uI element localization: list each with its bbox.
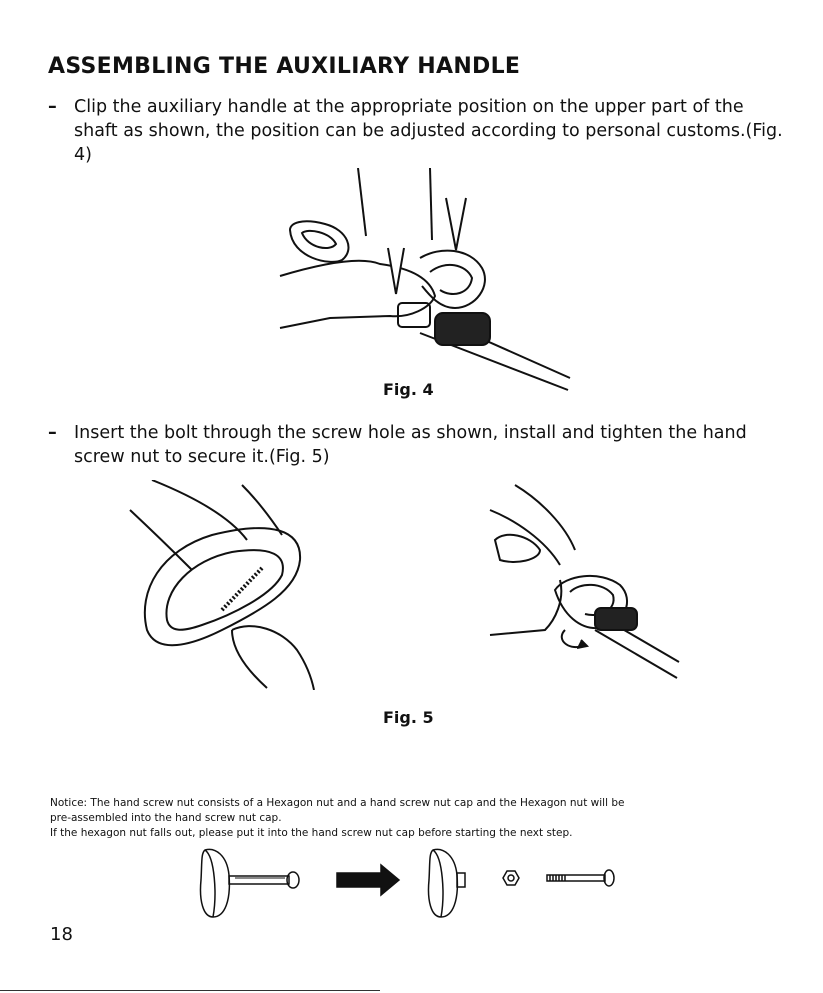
step-1-text: Clip the auxiliary handle at the appropriate position on the upper part of the shaft as shown, the position can be adjusted according to personal customs.(Fig. 4) bbox=[74, 97, 783, 165]
fig5-caption: Fig. 5 bbox=[383, 708, 434, 727]
notice-line-2: pre-assembled into the hand screw nut cap. bbox=[50, 812, 282, 824]
fig5-right-illustration bbox=[485, 480, 680, 680]
fig4-caption: Fig. 4 bbox=[383, 380, 434, 399]
fig4-illustration bbox=[270, 168, 580, 393]
step-1 bbox=[48, 95, 788, 167]
bottom-rule bbox=[0, 990, 380, 991]
page-number: 18 bbox=[50, 924, 73, 945]
notice-line-1: Notice: The hand screw nut consists of a Hexagon nut and a hand screw nut cap and the Hexagon nut will be bbox=[50, 797, 625, 809]
step-1-dash: – bbox=[48, 97, 57, 117]
step-2-dash: – bbox=[48, 423, 57, 443]
page-title: ASSEMBLING THE AUXILIARY HANDLE bbox=[48, 54, 521, 79]
fig5-left-illustration bbox=[122, 480, 322, 690]
notice-line-3: If the hexagon nut falls out, please put it into the hand screw nut cap before starting the next step. bbox=[50, 827, 573, 839]
step-2 bbox=[48, 421, 788, 469]
parts-illustration bbox=[195, 845, 635, 920]
step-2-text: Insert the bolt through the screw hole as shown, install and tighten the hand screw nut to secure it.(Fig. 5) bbox=[74, 423, 747, 467]
notice-text bbox=[50, 796, 770, 841]
